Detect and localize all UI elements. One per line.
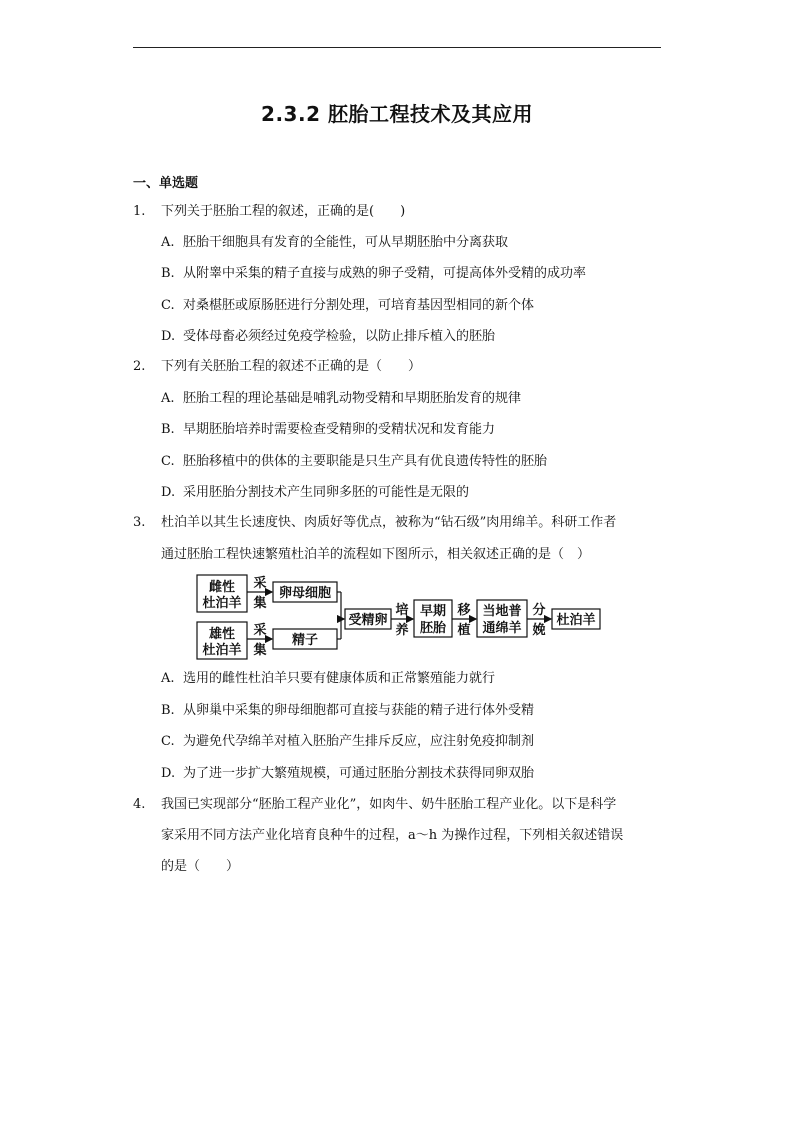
embryo-label: 胚胎: [419, 621, 447, 636]
offspring-label: 杜泊羊: [556, 613, 596, 628]
option-text: 早期胚胎培养时需要检查受精卵的受精状况和发育能力: [183, 422, 496, 437]
option-text: 采用胚胎分割技术产生同卵多胚的可能性是无限的: [183, 485, 470, 500]
question-stem: 通过胚胎工程快速繁殖杜泊羊的流程如下图所示，相关叙述正确的是（ ）: [161, 547, 591, 562]
option-label: D.: [161, 329, 176, 344]
question-stem: 家采用不同方法产业化培育良种牛的过程，a～h 为操作过程，下列相关叙述错误: [161, 828, 624, 843]
question-number: 4.: [133, 797, 146, 812]
option-text: 选用的雌性杜泊羊只要有健康体质和正常繁殖能力就行: [183, 671, 496, 686]
option-d: [161, 765, 534, 783]
page-title: 2.3.2 胚胎工程技术及其应用: [261, 102, 533, 126]
option-label: C.: [161, 454, 175, 469]
option-d: [161, 484, 469, 502]
option-c: [161, 453, 547, 471]
option-text: 受体母畜必须经过免疫学检验，以防止排斥植入的胚胎: [183, 329, 496, 344]
option-text: 从卵巢中采集的卵母细胞都可直接与获能的精子进行体外受精: [183, 703, 535, 718]
step-label: 采: [253, 623, 267, 638]
header-rule: [133, 47, 661, 48]
question-number: 1.: [133, 204, 146, 219]
question-stem: 下列有关胚胎工程的叙述不正确的是（ ）: [161, 359, 422, 374]
option-c: [161, 297, 534, 315]
option-text: 胚胎移植中的供体的主要职能是只生产具有优良遗传特性的胚胎: [183, 454, 548, 469]
option-label: A.: [161, 391, 175, 406]
question-stem: 杜泊羊以其生长速度快、肉质好等优点，被称为“钻石级”肉用绵羊。科研工作者: [161, 515, 617, 530]
female-label: 雌性: [208, 580, 236, 595]
step-label: 植: [457, 623, 471, 638]
female-label: 杜泊羊: [202, 596, 242, 611]
option-label: A.: [161, 671, 175, 686]
option-a: [161, 390, 521, 408]
step-label: 集: [253, 596, 267, 611]
option-c: [161, 733, 534, 751]
question-stem: 下列关于胚胎工程的叙述，正确的是( ): [161, 204, 406, 219]
option-d: [161, 328, 495, 346]
step-label: 分: [532, 603, 546, 618]
step-label: 采: [253, 576, 267, 591]
zygote-label: 受精卵: [348, 613, 388, 628]
option-b: [161, 265, 586, 283]
option-label: A.: [161, 235, 175, 250]
option-text: 为避免代孕绵羊对植入胚胎产生排斥反应，应注射免疫抑制剂: [183, 734, 535, 749]
oocyte-label: 卵母细胞: [278, 586, 332, 601]
recipient-label: 通绵羊: [482, 621, 522, 636]
flow-diagram: [190, 572, 610, 664]
section-heading: 一、单选题: [133, 176, 199, 191]
embryo-label: 早期: [419, 604, 447, 619]
step-label: 培: [395, 603, 409, 618]
question-stem: 我国已实现部分“胚胎工程产业化”，如肉牛、奶牛胚胎工程产业化。以下是科学: [161, 797, 617, 812]
option-label: B.: [161, 703, 175, 718]
sperm-label: 精子: [291, 633, 319, 648]
option-label: C.: [161, 734, 175, 749]
male-label: 雄性: [208, 627, 236, 642]
option-label: B.: [161, 266, 175, 281]
option-a: [161, 234, 508, 252]
option-label: B.: [161, 422, 175, 437]
step-label: 移: [457, 603, 471, 618]
option-text: 为了进一步扩大繁殖规模，可通过胚胎分割技术获得同卵双胎: [183, 766, 535, 781]
question-number: 2.: [133, 359, 146, 374]
step-label: 娩: [532, 623, 546, 638]
option-a: [161, 670, 495, 688]
option-label: D.: [161, 485, 176, 500]
option-label: C.: [161, 298, 175, 313]
option-b: [161, 421, 495, 439]
option-text: 对桑椹胚或原肠胚进行分割处理，可培育基因型相同的新个体: [183, 298, 535, 313]
option-b: [161, 702, 534, 720]
step-label: 集: [253, 643, 267, 658]
option-text: 胚胎工程的理论基础是哺乳动物受精和早期胚胎发育的规律: [183, 391, 522, 406]
question-number: 3.: [133, 515, 146, 530]
option-text: 胚胎干细胞具有发育的全能性，可从早期胚胎中分离获取: [183, 235, 509, 250]
step-label: 养: [395, 623, 409, 638]
male-label: 杜泊羊: [202, 643, 242, 658]
recipient-label: 当地普: [482, 604, 522, 619]
question-stem: 的是（ ）: [161, 859, 240, 874]
option-label: D.: [161, 766, 176, 781]
option-text: 从附睾中采集的精子直接与成熟的卵子受精，可提高体外受精的成功率: [183, 266, 587, 281]
